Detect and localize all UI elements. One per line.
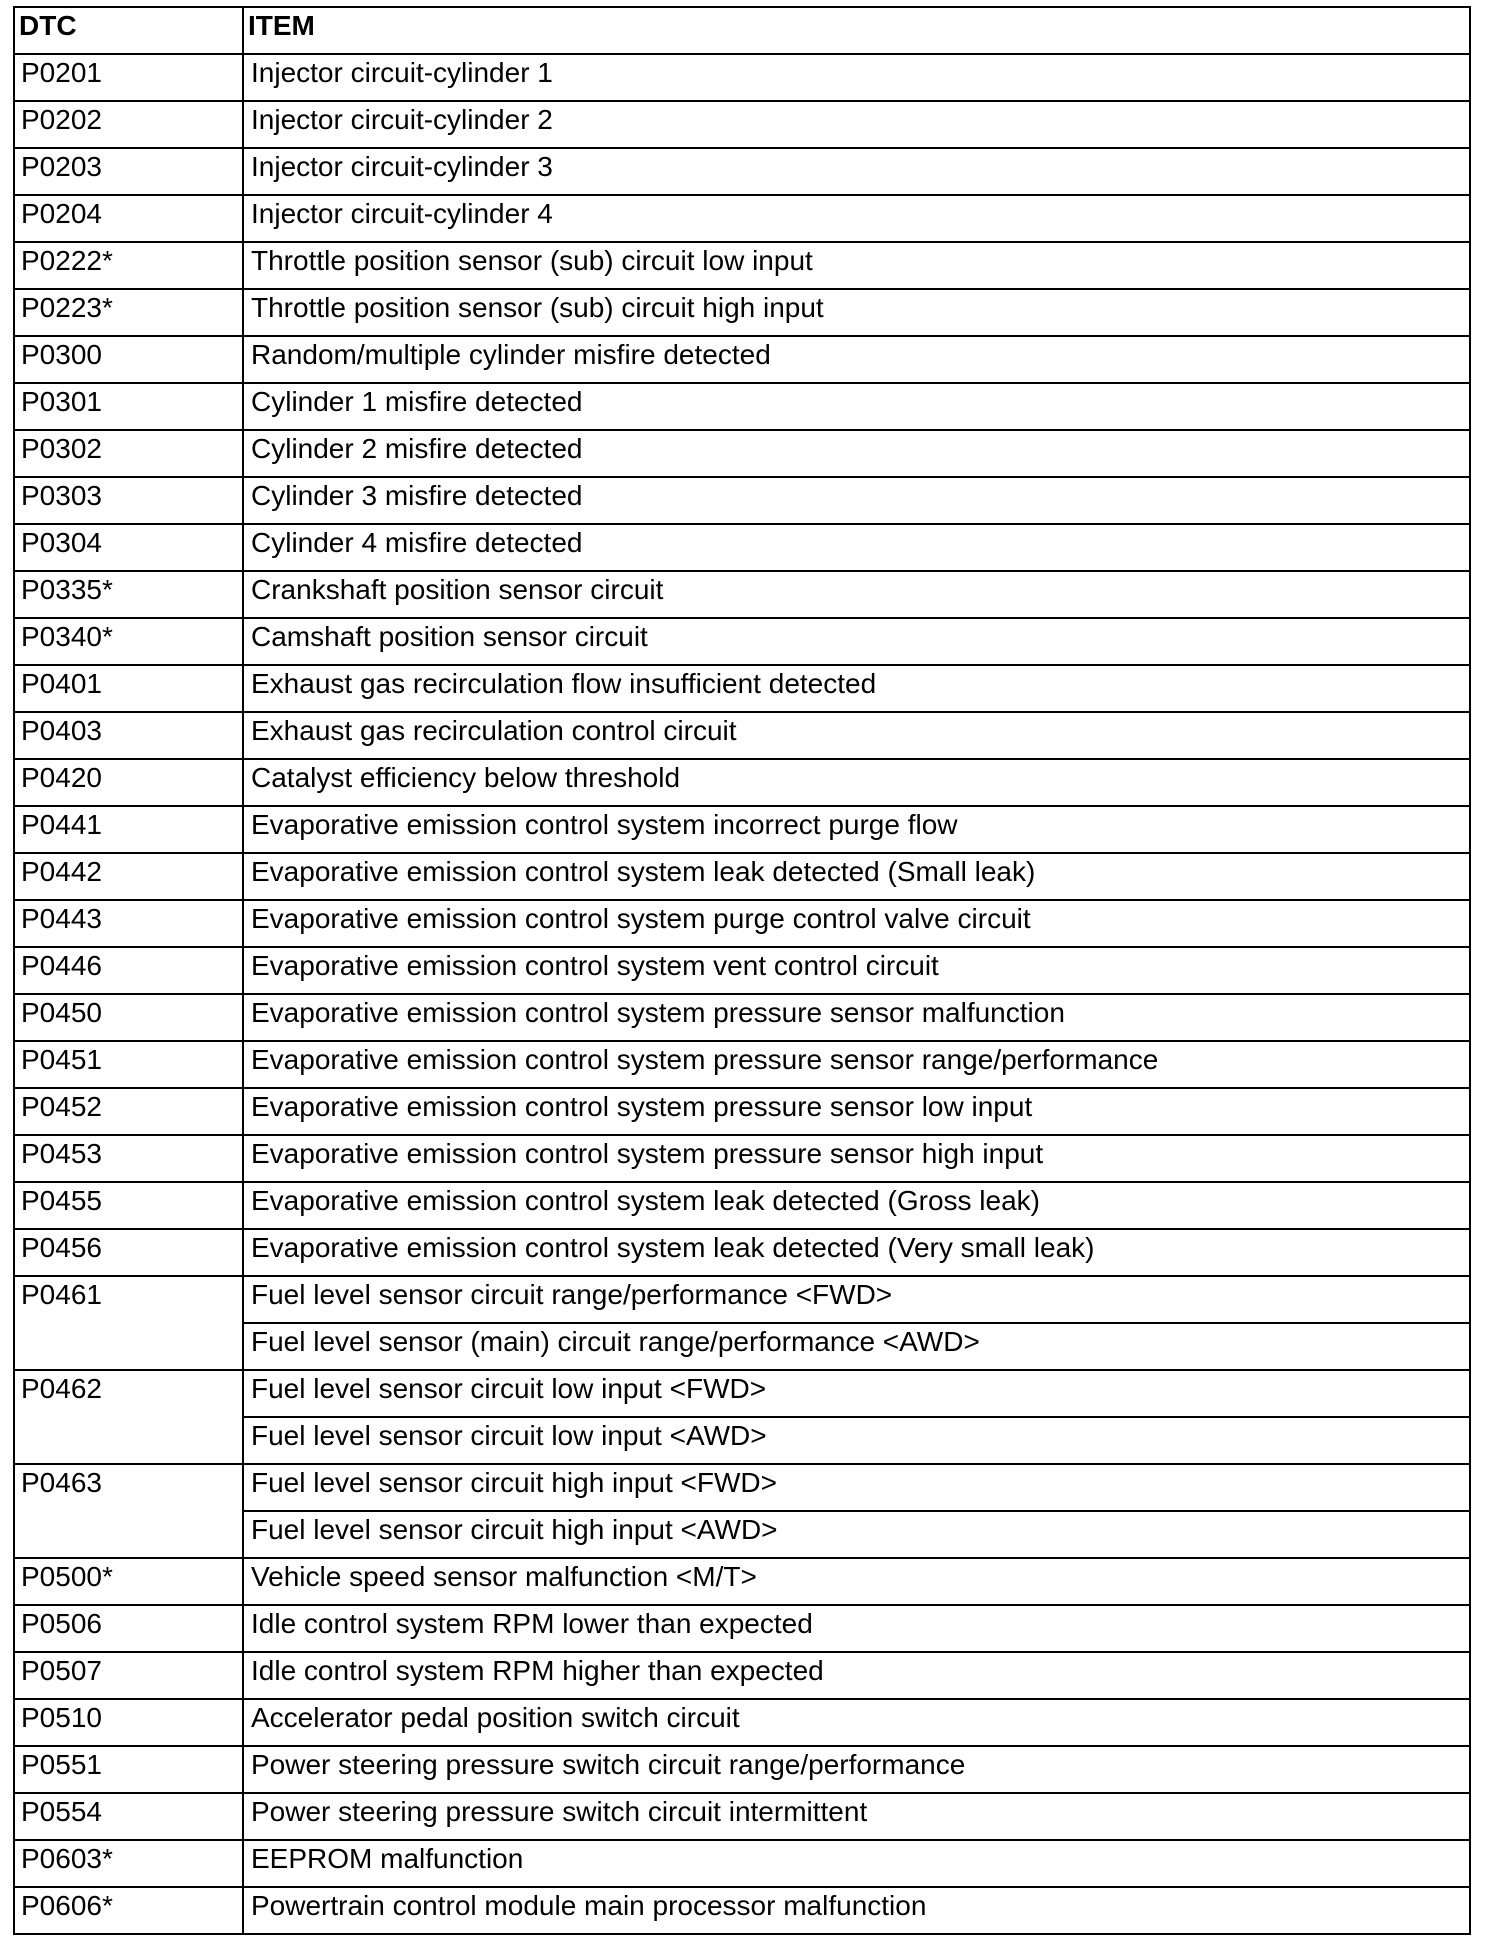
dtc-code-cell: P0446 <box>14 947 243 994</box>
table-row <box>14 712 1470 759</box>
item-description-cell: Exhaust gas recirculation control circuit <box>243 712 1470 759</box>
item-description-cell: Injector circuit-cylinder 1 <box>243 54 1470 101</box>
item-description-cell: Fuel level sensor circuit range/performance <FWD> <box>243 1276 1470 1323</box>
table-row <box>14 853 1470 900</box>
table-row <box>14 1135 1470 1182</box>
dtc-code-cell: P0603* <box>14 1840 243 1887</box>
dtc-code-cell: P0606* <box>14 1887 243 1934</box>
item-description-cell: Evaporative emission control system purge control valve circuit <box>243 900 1470 947</box>
table-row <box>14 1276 1470 1323</box>
item-description-cell: Accelerator pedal position switch circuit <box>243 1699 1470 1746</box>
item-description-cell: Injector circuit-cylinder 3 <box>243 148 1470 195</box>
item-description-cell: Fuel level sensor circuit low input <FWD> <box>243 1370 1470 1417</box>
dtc-code-cell: P0202 <box>14 101 243 148</box>
dtc-code-cell: P0304 <box>14 524 243 571</box>
item-description-cell: Power steering pressure switch circuit intermittent <box>243 1793 1470 1840</box>
table-row <box>14 383 1470 430</box>
item-description-cell: Cylinder 2 misfire detected <box>243 430 1470 477</box>
dtc-code-cell: P0335* <box>14 571 243 618</box>
dtc-code-cell: P0403 <box>14 712 243 759</box>
table-row <box>14 1088 1470 1135</box>
dtc-code-cell: P0506 <box>14 1605 243 1652</box>
table-row <box>14 1746 1470 1793</box>
dtc-code-cell: P0201 <box>14 54 243 101</box>
item-description-cell: Exhaust gas recirculation flow insufficient detected <box>243 665 1470 712</box>
table-row <box>14 289 1470 336</box>
item-description-cell: Cylinder 4 misfire detected <box>243 524 1470 571</box>
table-row <box>14 806 1470 853</box>
item-description-cell: Injector circuit-cylinder 2 <box>243 101 1470 148</box>
table-row <box>14 1840 1470 1887</box>
dtc-code-cell: P0303 <box>14 477 243 524</box>
dtc-code-cell: P0302 <box>14 430 243 477</box>
dtc-code-cell: P0442 <box>14 853 243 900</box>
item-description-cell: Evaporative emission control system pressure sensor low input <box>243 1088 1470 1135</box>
table-row <box>14 947 1470 994</box>
table-row <box>14 477 1470 524</box>
item-description-cell: Crankshaft position sensor circuit <box>243 571 1470 618</box>
dtc-code-cell: P0222* <box>14 242 243 289</box>
item-description-cell: Fuel level sensor (main) circuit range/performance <AWD> <box>243 1323 1470 1370</box>
item-description-cell: Evaporative emission control system pressure sensor malfunction <box>243 994 1470 1041</box>
item-description-cell: Power steering pressure switch circuit range/performance <box>243 1746 1470 1793</box>
item-description-cell: Fuel level sensor circuit high input <FWD> <box>243 1464 1470 1511</box>
dtc-code-cell: P0401 <box>14 665 243 712</box>
dtc-code-cell: P0420 <box>14 759 243 806</box>
item-description-cell: Powertrain control module main processor malfunction <box>243 1887 1470 1934</box>
table-row <box>14 994 1470 1041</box>
dtc-code-cell: P0204 <box>14 195 243 242</box>
dtc-code-cell: P0456 <box>14 1229 243 1276</box>
table-row <box>14 759 1470 806</box>
item-description-cell: Evaporative emission control system leak detected (Very small leak) <box>243 1229 1470 1276</box>
dtc-code-cell: P0507 <box>14 1652 243 1699</box>
table-row <box>14 242 1470 289</box>
item-description-cell: Throttle position sensor (sub) circuit low input <box>243 242 1470 289</box>
item-description-cell: Cylinder 3 misfire detected <box>243 477 1470 524</box>
table-row <box>14 101 1470 148</box>
table-row <box>14 571 1470 618</box>
item-description-cell: Fuel level sensor circuit low input <AWD> <box>243 1417 1470 1464</box>
dtc-code-cell: P0455 <box>14 1182 243 1229</box>
item-description-cell: Evaporative emission control system leak detected (Gross leak) <box>243 1182 1470 1229</box>
table-row <box>14 148 1470 195</box>
table-row <box>14 1229 1470 1276</box>
table-row <box>14 430 1470 477</box>
item-description-cell: EEPROM malfunction <box>243 1840 1470 1887</box>
table-row <box>14 1652 1470 1699</box>
table-row <box>14 1370 1470 1417</box>
table-row <box>14 1793 1470 1840</box>
dtc-column-header: DTC <box>14 7 243 54</box>
table-row <box>14 524 1470 571</box>
dtc-code-cell: P0453 <box>14 1135 243 1182</box>
item-description-cell: Cylinder 1 misfire detected <box>243 383 1470 430</box>
item-description-cell: Evaporative emission control system pressure sensor range/performance <box>243 1041 1470 1088</box>
dtc-code-cell: P0551 <box>14 1746 243 1793</box>
item-description-cell: Evaporative emission control system vent control circuit <box>243 947 1470 994</box>
table-row <box>14 1558 1470 1605</box>
table-row <box>14 1041 1470 1088</box>
table-row <box>14 1605 1470 1652</box>
dtc-code-cell: P0203 <box>14 148 243 195</box>
table-row <box>14 1699 1470 1746</box>
table-row <box>14 54 1470 101</box>
item-description-cell: Injector circuit-cylinder 4 <box>243 195 1470 242</box>
dtc-code-cell: P0500* <box>14 1558 243 1605</box>
dtc-table <box>13 6 1471 1935</box>
item-description-cell: Idle control system RPM lower than expected <box>243 1605 1470 1652</box>
dtc-code-cell: P0451 <box>14 1041 243 1088</box>
item-description-cell: Catalyst efficiency below threshold <box>243 759 1470 806</box>
dtc-code-cell: P0301 <box>14 383 243 430</box>
item-description-cell: Evaporative emission control system pressure sensor high input <box>243 1135 1470 1182</box>
dtc-code-cell: P0462 <box>14 1370 243 1464</box>
table-row <box>14 1182 1470 1229</box>
item-description-cell: Throttle position sensor (sub) circuit high input <box>243 289 1470 336</box>
table-row <box>14 618 1470 665</box>
header-row <box>14 7 1470 54</box>
item-description-cell: Vehicle speed sensor malfunction <M/T> <box>243 1558 1470 1605</box>
dtc-code-cell: P0443 <box>14 900 243 947</box>
dtc-code-cell: P0461 <box>14 1276 243 1370</box>
item-column-header: ITEM <box>243 7 1470 54</box>
dtc-code-cell: P0450 <box>14 994 243 1041</box>
dtc-code-cell: P0452 <box>14 1088 243 1135</box>
table-row <box>14 195 1470 242</box>
dtc-code-cell: P0463 <box>14 1464 243 1558</box>
table-row <box>14 900 1470 947</box>
dtc-code-cell: P0300 <box>14 336 243 383</box>
dtc-code-cell: P0510 <box>14 1699 243 1746</box>
item-description-cell: Idle control system RPM higher than expected <box>243 1652 1470 1699</box>
table-row <box>14 336 1470 383</box>
dtc-code-cell: P0223* <box>14 289 243 336</box>
dtc-code-cell: P0554 <box>14 1793 243 1840</box>
item-description-cell: Evaporative emission control system leak detected (Small leak) <box>243 853 1470 900</box>
dtc-code-cell: P0441 <box>14 806 243 853</box>
item-description-cell: Evaporative emission control system incorrect purge flow <box>243 806 1470 853</box>
table-row <box>14 1464 1470 1511</box>
item-description-cell: Camshaft position sensor circuit <box>243 618 1470 665</box>
item-description-cell: Random/multiple cylinder misfire detected <box>243 336 1470 383</box>
dtc-code-cell: P0340* <box>14 618 243 665</box>
table-body <box>14 54 1470 1934</box>
item-description-cell: Fuel level sensor circuit high input <AWD> <box>243 1511 1470 1558</box>
table-row <box>14 665 1470 712</box>
table-row <box>14 1887 1470 1934</box>
